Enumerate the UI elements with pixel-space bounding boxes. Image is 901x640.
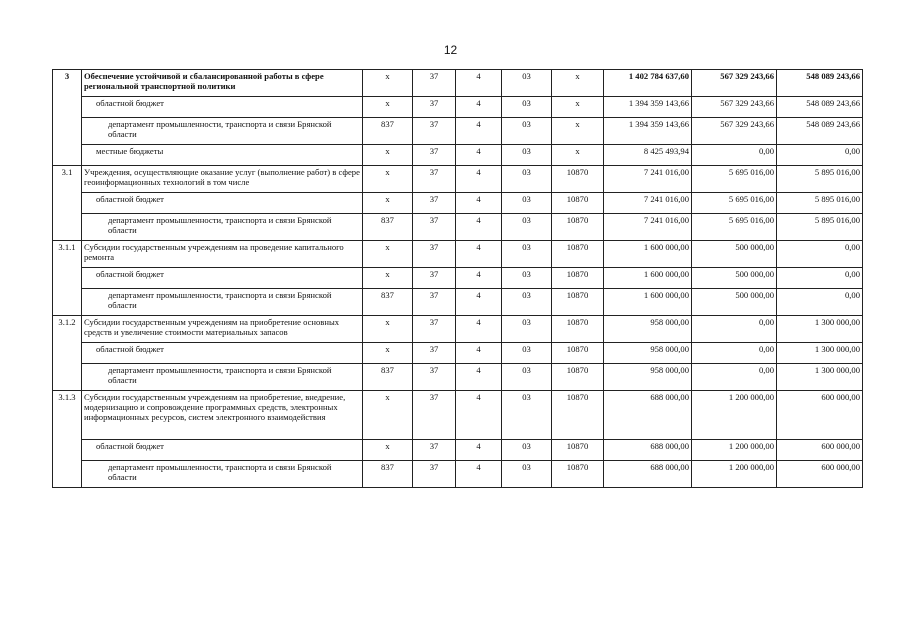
cell-amount-2: 500 000,00: [692, 241, 777, 268]
table-row: [53, 118, 863, 145]
row-description: департамент промышленности, транспорта и связи Брянской области: [82, 289, 363, 316]
cell-code-3: 4: [456, 241, 502, 268]
row-description: Субсидии государственным учреждениям на приобретение основных средств и увеличение стоимости материальных запасов: [82, 316, 363, 343]
cell-code-2: 37: [413, 214, 456, 241]
cell-amount-2: 5 695 016,00: [692, 166, 777, 193]
cell-amount-3: 548 089 243,66: [777, 118, 863, 145]
cell-amount-2: 5 695 016,00: [692, 193, 777, 214]
cell-code-1: х: [363, 145, 413, 166]
cell-code-1: 837: [363, 118, 413, 145]
cell-code-5: 10870: [552, 289, 604, 316]
cell-amount-1: 1 402 784 637,60: [604, 70, 692, 97]
cell-code-2: 37: [413, 145, 456, 166]
cell-code-5: х: [552, 97, 604, 118]
cell-code-4: 03: [502, 316, 552, 343]
cell-code-2: 37: [413, 166, 456, 193]
table-row: [53, 241, 863, 268]
cell-amount-3: 0,00: [777, 289, 863, 316]
cell-code-3: 4: [456, 364, 502, 391]
cell-amount-3: 5 895 016,00: [777, 166, 863, 193]
cell-amount-1: 7 241 016,00: [604, 193, 692, 214]
cell-code-3: 4: [456, 70, 502, 97]
table-row: [53, 97, 863, 118]
cell-amount-1: 958 000,00: [604, 364, 692, 391]
cell-code-5: 10870: [552, 316, 604, 343]
row-description: департамент промышленности, транспорта и связи Брянской области: [82, 118, 363, 145]
cell-amount-3: 1 300 000,00: [777, 364, 863, 391]
row-description: областной бюджет: [82, 193, 363, 214]
cell-amount-3: 1 300 000,00: [777, 343, 863, 364]
row-description: Учреждения, осуществляющие оказание услуг (выполнение работ) в сфере геоинформационных технологий в том числе: [82, 166, 363, 193]
table-row: [53, 391, 863, 440]
row-number: 3.1.2: [53, 316, 82, 391]
cell-amount-2: 567 329 243,66: [692, 118, 777, 145]
cell-code-5: 10870: [552, 268, 604, 289]
cell-amount-1: 1 600 000,00: [604, 289, 692, 316]
cell-code-4: 03: [502, 193, 552, 214]
table-row: [53, 70, 863, 97]
cell-code-5: 10870: [552, 391, 604, 440]
cell-amount-3: 548 089 243,66: [777, 70, 863, 97]
cell-code-2: 37: [413, 70, 456, 97]
table-row: [53, 145, 863, 166]
cell-amount-2: 0,00: [692, 364, 777, 391]
cell-code-1: 837: [363, 289, 413, 316]
cell-amount-1: 7 241 016,00: [604, 214, 692, 241]
cell-code-4: 03: [502, 118, 552, 145]
cell-code-4: 03: [502, 241, 552, 268]
row-description: Субсидии государственным учреждениям на приобретение, внедрение, модернизацию и сопровождение программных средств, электронных информационных ресурсов, систем электронного взаимодействия: [82, 391, 363, 440]
cell-amount-1: 7 241 016,00: [604, 166, 692, 193]
cell-code-2: 37: [413, 391, 456, 440]
row-number: 3.1.3: [53, 391, 82, 488]
cell-amount-3: 600 000,00: [777, 391, 863, 440]
cell-code-4: 03: [502, 97, 552, 118]
cell-code-1: 837: [363, 461, 413, 488]
cell-code-4: 03: [502, 440, 552, 461]
cell-code-1: х: [363, 316, 413, 343]
cell-code-1: х: [363, 70, 413, 97]
cell-code-3: 4: [456, 214, 502, 241]
table-row: [53, 214, 863, 241]
cell-code-5: 10870: [552, 461, 604, 488]
cell-code-5: х: [552, 118, 604, 145]
cell-amount-3: 5 895 016,00: [777, 214, 863, 241]
budget-table: [52, 69, 863, 488]
cell-amount-1: 688 000,00: [604, 391, 692, 440]
cell-code-2: 37: [413, 343, 456, 364]
cell-code-1: х: [363, 166, 413, 193]
cell-code-2: 37: [413, 461, 456, 488]
cell-amount-2: 0,00: [692, 343, 777, 364]
cell-code-2: 37: [413, 289, 456, 316]
cell-code-1: х: [363, 241, 413, 268]
cell-code-1: х: [363, 440, 413, 461]
cell-amount-2: 0,00: [692, 316, 777, 343]
cell-amount-2: 567 329 243,66: [692, 70, 777, 97]
cell-code-4: 03: [502, 289, 552, 316]
cell-code-1: х: [363, 193, 413, 214]
cell-code-5: 10870: [552, 193, 604, 214]
row-description: областной бюджет: [82, 268, 363, 289]
cell-amount-3: 0,00: [777, 241, 863, 268]
cell-code-2: 37: [413, 118, 456, 145]
cell-code-5: 10870: [552, 364, 604, 391]
cell-code-3: 4: [456, 193, 502, 214]
cell-code-1: х: [363, 391, 413, 440]
cell-code-4: 03: [502, 166, 552, 193]
cell-code-3: 4: [456, 391, 502, 440]
cell-code-3: 4: [456, 166, 502, 193]
cell-code-3: 4: [456, 343, 502, 364]
row-description: местные бюджеты: [82, 145, 363, 166]
cell-code-1: 837: [363, 214, 413, 241]
table-row: [53, 364, 863, 391]
cell-code-4: 03: [502, 391, 552, 440]
row-description: областной бюджет: [82, 97, 363, 118]
cell-amount-2: 1 200 000,00: [692, 391, 777, 440]
cell-code-4: 03: [502, 214, 552, 241]
row-description: областной бюджет: [82, 440, 363, 461]
cell-code-5: 10870: [552, 241, 604, 268]
table-row: [53, 268, 863, 289]
row-number: 3: [53, 70, 82, 166]
cell-code-4: 03: [502, 145, 552, 166]
table-row: [53, 461, 863, 488]
cell-code-3: 4: [456, 316, 502, 343]
table-row: [53, 166, 863, 193]
cell-amount-3: 0,00: [777, 145, 863, 166]
cell-code-3: 4: [456, 289, 502, 316]
cell-code-5: 10870: [552, 214, 604, 241]
table-row: [53, 316, 863, 343]
cell-code-4: 03: [502, 364, 552, 391]
cell-code-5: 10870: [552, 440, 604, 461]
cell-amount-2: 500 000,00: [692, 289, 777, 316]
cell-code-3: 4: [456, 97, 502, 118]
cell-amount-1: 688 000,00: [604, 440, 692, 461]
cell-code-3: 4: [456, 440, 502, 461]
cell-amount-3: 0,00: [777, 268, 863, 289]
cell-code-2: 37: [413, 241, 456, 268]
cell-amount-2: 1 200 000,00: [692, 440, 777, 461]
cell-amount-2: 500 000,00: [692, 268, 777, 289]
row-description: Обеспечение устойчивой и сбалансированной работы в сфере региональной транспортной политики: [82, 70, 363, 97]
page-number: 12: [443, 43, 458, 57]
cell-amount-1: 8 425 493,94: [604, 145, 692, 166]
cell-amount-2: 567 329 243,66: [692, 97, 777, 118]
cell-code-2: 37: [413, 268, 456, 289]
cell-code-1: 837: [363, 364, 413, 391]
cell-amount-1: 1 600 000,00: [604, 241, 692, 268]
cell-code-3: 4: [456, 461, 502, 488]
cell-amount-3: 548 089 243,66: [777, 97, 863, 118]
cell-code-4: 03: [502, 461, 552, 488]
cell-code-3: 4: [456, 145, 502, 166]
cell-code-1: х: [363, 97, 413, 118]
cell-amount-2: 0,00: [692, 145, 777, 166]
cell-code-4: 03: [502, 70, 552, 97]
table-row: [53, 193, 863, 214]
cell-code-5: х: [552, 70, 604, 97]
cell-code-2: 37: [413, 97, 456, 118]
row-description: департамент промышленности, транспорта и связи Брянской области: [82, 364, 363, 391]
cell-code-4: 03: [502, 343, 552, 364]
row-number: 3.1: [53, 166, 82, 241]
cell-amount-1: 958 000,00: [604, 316, 692, 343]
row-description: областной бюджет: [82, 343, 363, 364]
cell-code-5: 10870: [552, 343, 604, 364]
cell-code-1: х: [363, 343, 413, 364]
cell-amount-1: 958 000,00: [604, 343, 692, 364]
cell-code-5: 10870: [552, 166, 604, 193]
row-number: 3.1.1: [53, 241, 82, 316]
cell-amount-1: 688 000,00: [604, 461, 692, 488]
cell-code-1: х: [363, 268, 413, 289]
table-row: [53, 440, 863, 461]
cell-amount-2: 1 200 000,00: [692, 461, 777, 488]
cell-code-3: 4: [456, 268, 502, 289]
cell-amount-3: 5 895 016,00: [777, 193, 863, 214]
cell-amount-1: 1 394 359 143,66: [604, 97, 692, 118]
cell-code-5: х: [552, 145, 604, 166]
table-row: [53, 343, 863, 364]
cell-code-3: 4: [456, 118, 502, 145]
cell-amount-3: 600 000,00: [777, 461, 863, 488]
table-row: [53, 289, 863, 316]
cell-amount-1: 1 600 000,00: [604, 268, 692, 289]
cell-code-2: 37: [413, 364, 456, 391]
cell-amount-3: 600 000,00: [777, 440, 863, 461]
cell-amount-3: 1 300 000,00: [777, 316, 863, 343]
row-description: Субсидии государственным учреждениям на проведение капитального ремонта: [82, 241, 363, 268]
cell-code-2: 37: [413, 193, 456, 214]
cell-code-2: 37: [413, 440, 456, 461]
cell-amount-1: 1 394 359 143,66: [604, 118, 692, 145]
cell-code-2: 37: [413, 316, 456, 343]
cell-code-4: 03: [502, 268, 552, 289]
cell-amount-2: 5 695 016,00: [692, 214, 777, 241]
row-description: департамент промышленности, транспорта и связи Брянской области: [82, 214, 363, 241]
row-description: департамент промышленности, транспорта и связи Брянской области: [82, 461, 363, 488]
